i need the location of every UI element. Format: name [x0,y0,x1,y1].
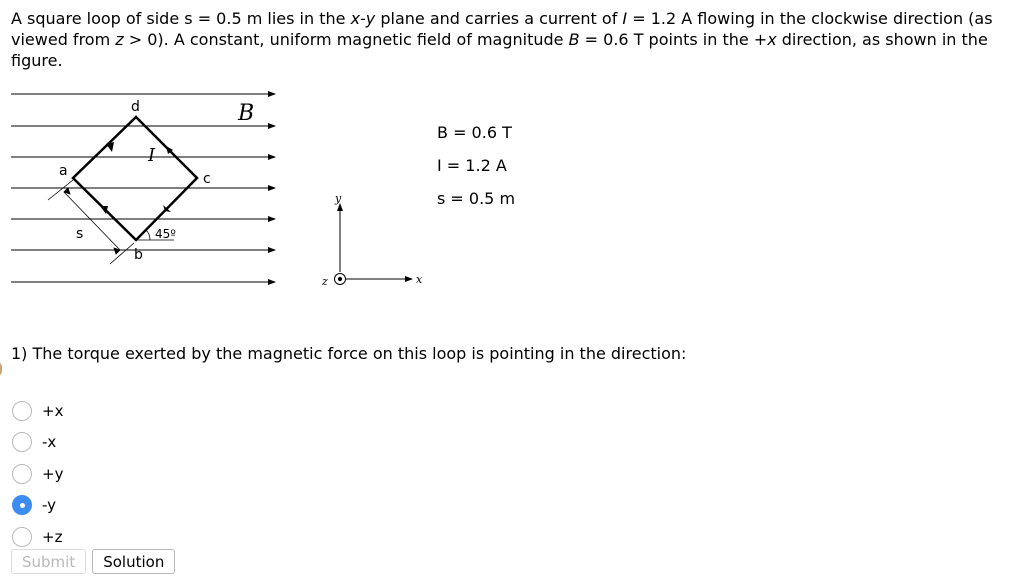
label-s: s [76,226,84,242]
radio-button[interactable] [12,432,32,452]
axis-label-y: y [335,192,342,205]
submit-button[interactable]: Submit [11,549,86,574]
radio-button[interactable] [12,401,32,421]
option-plus-z[interactable] [12,521,63,553]
axis-label-x: x [416,273,423,286]
left-edge-marker [0,360,2,378]
option-plus-x[interactable] [12,395,63,427]
field-lines [11,94,275,282]
square-loop [73,117,197,240]
label-b: b [134,247,143,263]
radio-button[interactable] [12,527,32,547]
radio-button[interactable] [12,464,32,484]
given-B: B = 0.6 T [437,123,512,142]
axes [335,204,413,285]
answer-options [12,395,63,553]
label-current-I: I [148,145,156,166]
option-label: -y [42,496,57,515]
label-c: c [203,171,211,187]
option-minus-y[interactable] [12,490,63,522]
current-arrows [100,142,173,214]
label-field-B: B [238,101,255,126]
option-minus-x[interactable] [12,427,63,459]
given-values [437,116,515,215]
option-plus-y[interactable] [12,458,63,490]
label-d: d [131,99,140,115]
action-buttons [11,549,175,574]
given-s: s = 0.5 m [437,189,516,208]
question-text: 1) The torque exerted by the magnetic force on this loop is pointing in the direction: [11,344,687,363]
option-label: +z [42,527,63,546]
axis-label-z: z [322,275,328,288]
option-label: +x [42,401,64,420]
option-label: +y [42,464,64,483]
solution-button[interactable]: Solution [92,549,175,574]
side-indicator [48,180,134,264]
given-I: I = 1.2 A [437,156,507,175]
problem-statement: A square loop of side s = 0.5 m lies in the x-y plane and carries a current of I = 1.2 A flowing in the clockwise direction (as viewed from z > 0). A constant, uniform magnetic field of magnitude B = 0.6 T points in the +x direction, as shown in the figure. [11,9,993,70]
radio-button-selected[interactable] [12,495,32,515]
label-angle: 45º [155,227,176,241]
option-label: -x [42,433,57,452]
label-a: a [59,163,68,179]
